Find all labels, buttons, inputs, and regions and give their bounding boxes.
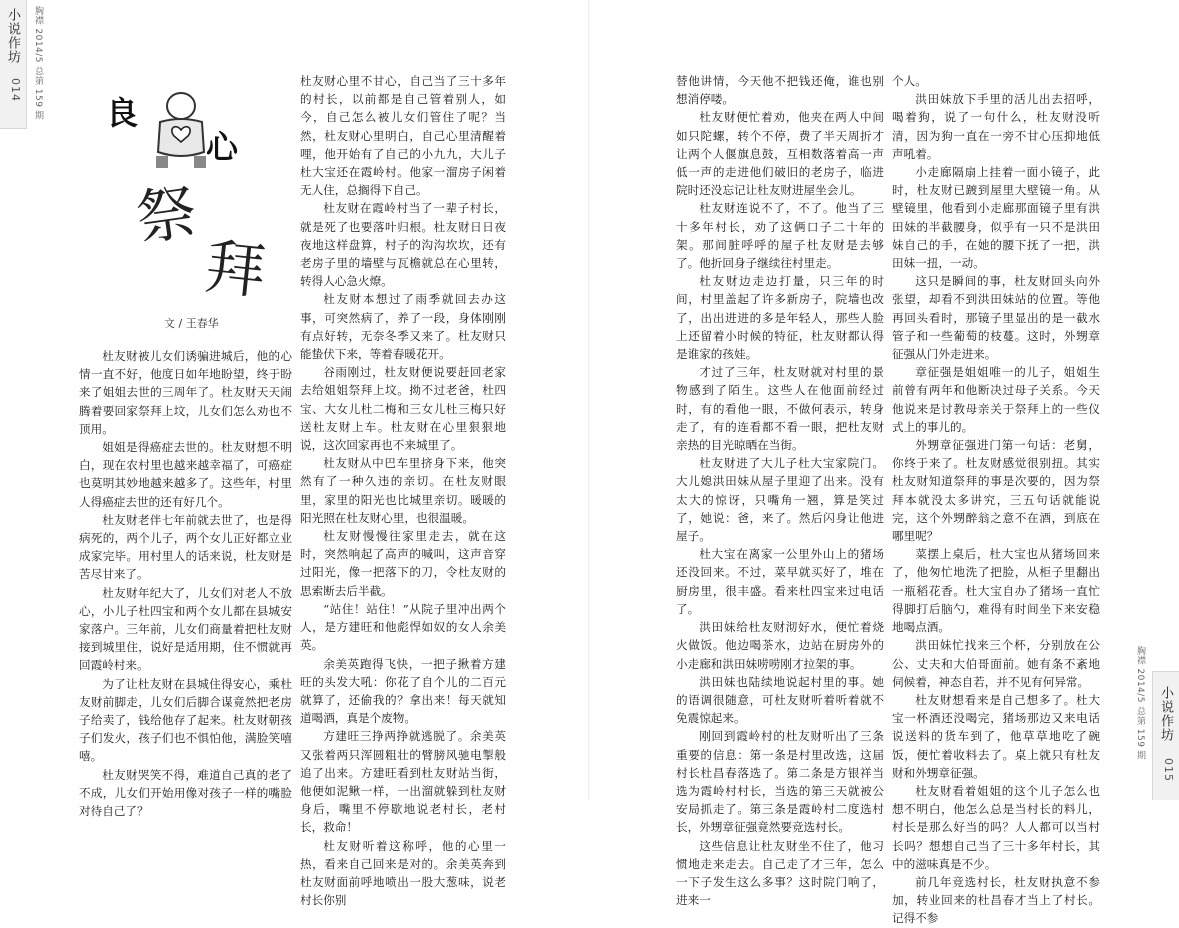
section-label-left: 小说作坊: [5, 8, 20, 64]
paragraph: 洪田妹忙找来三个杯，分别放在公公、丈夫和大伯哥面前。她有条不紊地伺候着，神态自若，并不见有何异常。: [892, 638, 1100, 689]
paragraph: 洪田妹放下手里的活儿出去招呼，喝着狗，说了一句什么，杜友财没听清，因为狗一直在一旁不甘心压抑地低声吼着。: [892, 92, 1100, 161]
paragraph: 谷雨刚过，杜友财便说要赶回老家去给姐姐祭拜上坟。拗不过老爸，杜四宝、大女儿杜二梅和三女儿杜三梅只好送杜友财上车。杜友财在心里狠狠地说，这次回家再也不来城里了。: [300, 365, 506, 453]
paragraph: 这只是瞬间的事，杜友财回头向外张望，却看不到洪田妹站的位置。等他再回头看时，那镜子里显出的是一截水管子和一些葡萄的枝蔓。这时，外甥章征强从门外走进来。: [892, 274, 1100, 362]
paragraph: 杜友财哭笑不得，难道自己真的老了不成，儿女们开始用像对孩子一样的嘴脸对待自己了？: [79, 767, 292, 819]
section-tab-right: [1152, 671, 1179, 800]
paragraph: 姐姐是得癌症去世的。杜友财想不明白，现在农村里也越来越幸福了，可癌症也莫明其妙地越来越多了。这些年，村里人得癌症去世的还有好几个。: [79, 440, 292, 509]
page-number-right: 015: [1162, 758, 1175, 782]
paragraph: 为了让杜友财在县城住得安心，乘杜友财前脚走，儿女们后脚合谋竟然把老房子给卖了，钱给他存了起来。杜友财朝孩子们发火，孩子们也不惧怕他，满脸笑嘻嘻。: [79, 676, 292, 764]
paragraph: 杜友财连说不了，不了。他当了三十多年村长，劝了这俩口子二十年的架。那间脏呼呼的屋子杜友财是去够了。他折回身子继续往村里走。: [676, 201, 884, 271]
paragraph: “站住！站住！”从院子里冲出两个人，是方建旺和他彪悍如奴的女人余美英。: [300, 601, 506, 653]
left-page: [0, 0, 589, 908]
page-number-left: 014: [9, 78, 22, 102]
paragraph: 才过了三年，杜友财就对村里的景物感到了陌生。这些人在他面前经过时，有的看他一眼，不做何表示，转身走了，有的连看都不看一眼，把杜友财亲热的目光晾晒在当街。: [676, 365, 884, 453]
paragraph: 小走廊隔扇上挂着一面小镜子，此时，杜友财已踱到屋里大壁镜一角。从壁镜里，他看到小走廊那面镜子里有洪田妹的半截腰身，似乎有一只不是洪田妹自己的手，在她的腰下抚了一把，洪田妹一扭，一动。: [892, 165, 1100, 271]
paragraph: 杜友财慢慢往家里走去，就在这时，突然响起了高声的喊叫，这声音穿过阳光，像一把落下的刀，令杜友财的思索断去后半截。: [300, 529, 506, 598]
paragraph: 洪田妹给杜友财沏好水，便忙着烧火做饭。他边喝茶水，边站在厨房外的小走廊和洪田妹唠唠刚才拉架的事。: [676, 620, 884, 671]
text-column-left-1: [79, 347, 292, 820]
text-column-right-2: [892, 72, 1100, 928]
title-char-xin: 心: [206, 128, 239, 166]
section-label-right: 小说作坊: [1158, 686, 1173, 742]
text-column-right-1: [676, 72, 884, 909]
issue-info-right: 胸襟 2014/5 总第 159 期: [1135, 645, 1145, 760]
paragraph: 杜友财从中巴车里挤身下来，他突然有了一种久违的亲切。在杜友财眼里，家里的阳光也比城里亲切。暖暖的阳光照在杜友财心里，也很温暖。: [300, 456, 506, 525]
paragraph: 杜友财听着这称呼，他的心里一热，看来自己回来是对的。余美英奔到杜友财面前呼地喷出一股大葱味，说老村长你别: [300, 838, 506, 908]
paragraph: 刚回到霞岭村的杜友财听出了三条重要的信息：第一条是村里改选，这届村长杜昌春落选了。第二条是方银祥当选为霞岭村村长，当选的第三天就被公安局抓走了。第三条是霞岭村二度选村长，外甥章征强竟然要竞选村长。: [676, 729, 884, 835]
paragraph: 章征强是姐姐唯一的儿子，姐姐生前曾有两年和他断决过母子关系。今天他说来是讨教母亲关于祭拜上的一些仪式上的事儿的。: [892, 365, 1100, 434]
paragraph: 杜友财想看来是自己想多了。杜大宝一杯酒还没喝完，猪场那边又来电话说送料的货车到了，他草草地吃了碗饭，便忙着收料去了。桌上就只有杜友财和外甥章征强。: [892, 692, 1100, 780]
title-char-ji: 祭: [132, 177, 202, 255]
paragraph: 杜友财被儿女们诱骗进城后，他的心情一直不好，他度日如年地盼望，终于盼来了姐姐去世的三周年了。杜友财天天闹腾着要回家祭拜上坟，儿女们怎么劝也不顶用。: [79, 349, 292, 436]
paragraph: 杜友财心里不甘心，自己当了三十多年的村长，以前都是自己管着别人，如今，自己怎么被儿女们管住了呢？当然，杜友财心里明白，自己心里清醒着哩，他开始有了自己的小九九，大儿子杜大宝还在霞岭村。他家一溜房子闲着无人住，总搁得下自己。: [300, 74, 506, 198]
paragraph: 杜友财在霞岭村当了一辈子村长，就是死了也要落叶归根。杜友财日日夜夜地这样盘算，村子的沟沟坎坎，还有老房子里的墙壁与瓦檐就总在心里转，转得人心急火燎。: [300, 201, 506, 289]
author-byline: 文 / 王春华: [164, 317, 219, 330]
paragraph: 杜友财看着姐姐的这个儿子怎么也想不明白，他怎么总是当村长的料儿，村长是那么好当的吗？人人都可以当村长吗？想想自己当了三十多年村长，其中的滋味真是不少。: [892, 783, 1100, 871]
paragraph: 余美英跑得飞快，一把子揪着方建旺的头发大吼：你花了自个儿的二百元就算了，还偷我的？拿出来！每天就知道喝酒，真是个废物。: [300, 656, 506, 726]
text-column-left-2: [300, 72, 506, 909]
paragraph: 前几年竞选村长，杜友财执意不参加，转业回来的杜昌春才当上了村长。记得不参: [892, 874, 1100, 926]
paragraph: 个人。: [892, 74, 927, 88]
paragraph: 方建旺三挣两挣就逃脱了。余美英又张着两只浑圆粗壮的臂膀风驰电掣般追了出来。方建旺看到杜友财站当街，他便如泥鳅一样，一出溜就躲到杜友财身后，嘴里不停歇地说老村长，老村长，救命！: [300, 729, 506, 835]
paragraph: 外甥章征强进门第一句话：老舅，你终于来了。杜友财感觉很别扭。其实杜友财知道祭拜的事是次要的，因为祭拜本就没太多讲究，三五句话就能说完，这个外甥醉翁之意不在酒，到底在哪里呢？: [892, 438, 1100, 544]
paragraph: 杜友财老伴七年前就去世了，也是得病死的，两个儿子，两个女儿正好都立业成家完毕。用村里人的话来说，杜友财是苦尽甘来了。: [79, 512, 292, 582]
paragraph: 菜摆上桌后，杜大宝也从猪场回来了，他匆忙地洗了把脸，从柜子里翻出一瓶稻花香。杜大宝自办了猪场一直忙得脚打后脑勺，难得有时间坐下来安稳地喝点酒。: [892, 547, 1100, 635]
paragraph: 杜友财便忙着劝，他夹在两人中间如只陀螺，转个不停，费了半天周折才让两个人偃旗息鼓，互相数落着高一声低一声的走进他们破旧的老房子，临进院时还没忘记让杜友财进屋坐会儿。: [676, 110, 884, 198]
paragraph: 杜友财进了大儿子杜大宝家院门。大儿媳洪田妹从屋子里迎了出来。没有太大的惊讶，只嘴角一翘，算是笑过了，她说：爸，来了。然后闪身让他进屋子。: [676, 456, 884, 544]
paragraph: 替他讲情，今天他不把钱还俺，谁也别想消停喽。: [676, 74, 884, 107]
paragraph: 杜大宝在离家一公里外山上的猪场还没回来。不过，菜早就买好了，堆在厨房里，很丰盛。看来杜四宝来过电话了。: [676, 547, 884, 616]
issue-info-left: 胸襟 2014/5 总第 159 期: [33, 6, 43, 121]
title-char-bai: 拜: [201, 232, 269, 308]
paragraph: 这些信息让杜友财坐不住了，他习惯地走来走去。自己走了才三年，怎么一下子发生这么多事？这时院门响了，进来一: [676, 838, 884, 908]
paragraph: 杜友财本想过了雨季就回去办这事，可突然病了，养了一段，身体刚刚有点好转，无奈冬季又来了。杜友财只能蛰伏下来，等着春暖花开。: [300, 292, 506, 362]
paragraph: 杜友财边走边打量，只三年的时间，村里盖起了许多新房子，院墙也改了，出出进进的多是年轻人，那些人脸上还留着小时候的特征，杜友财都认得是谁家的孩娃。: [676, 274, 884, 362]
paragraph: 杜友财年纪大了，儿女们对老人不放心，小儿子杜四宝和两个女儿都在县城安家落户。三年前，儿女们商量着把杜友财接到城里住，说好是适用期，住不惯就再回霞岭村来。: [79, 585, 292, 673]
section-tab-left: [0, 0, 27, 129]
title-art: [96, 82, 291, 312]
right-page: [590, 0, 1179, 926]
title-char-liang: 良: [106, 94, 139, 132]
paragraph: 洪田妹也陆续地说起村里的事。她的语调很随意，可杜友财听着听着就不免震惊起来。: [676, 674, 884, 726]
